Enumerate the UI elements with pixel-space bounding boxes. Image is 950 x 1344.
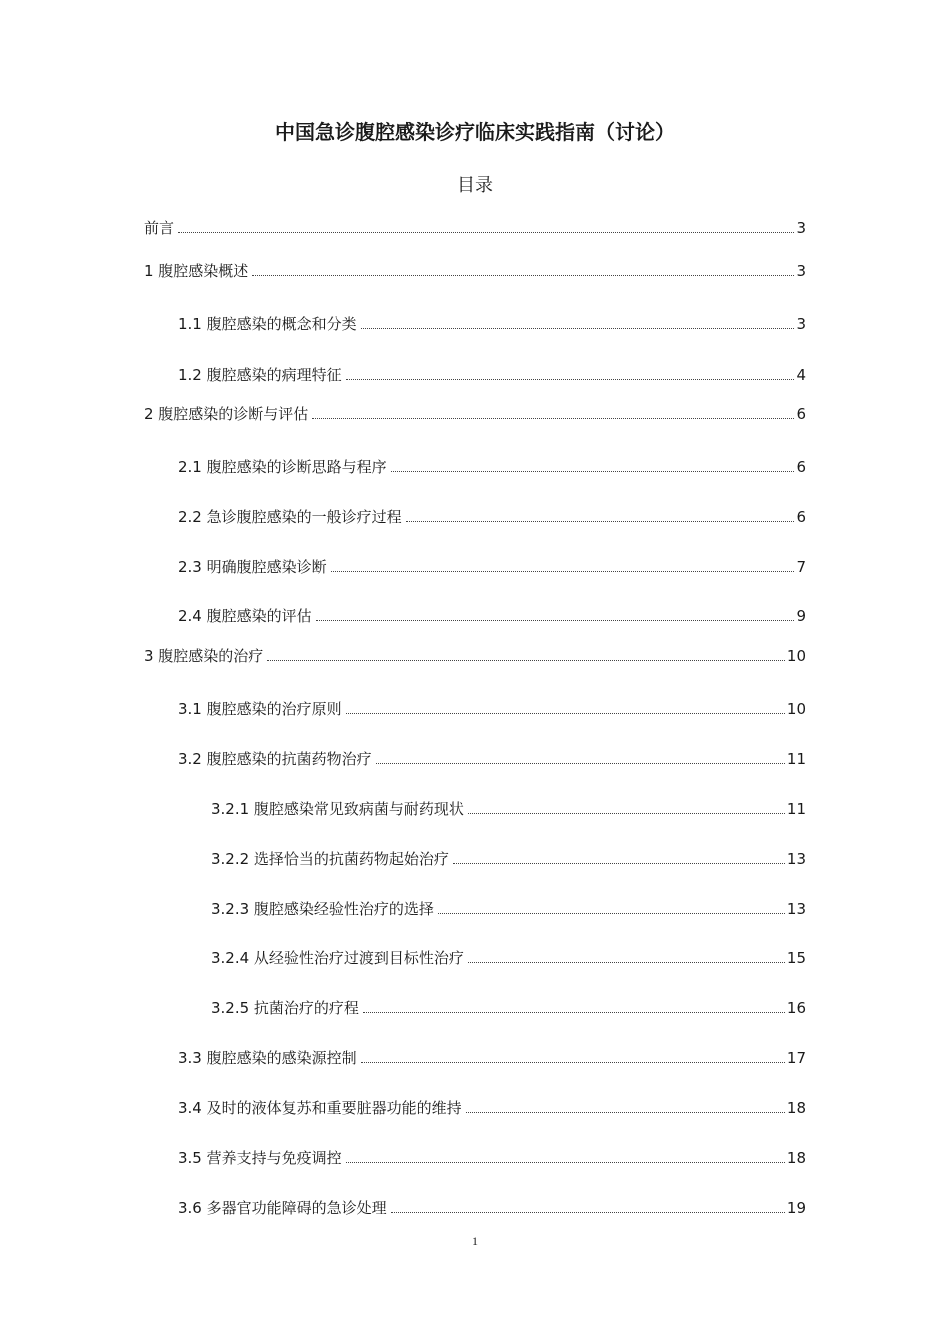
toc-entry-label: 2.2 急诊腹腔感染的一般诊疗过程: [178, 508, 402, 526]
toc-entry-label: 1 腹腔感染概述: [144, 262, 249, 280]
toc-entry-page: 15: [786, 949, 806, 967]
toc-entry-label: 3.2.4 从经验性治疗过渡到目标性治疗: [211, 949, 464, 967]
dot-leader: [468, 813, 785, 814]
toc-entry-page: 6: [796, 508, 806, 526]
toc-entry-label: 3.2 腹腔感染的抗菌药物治疗: [178, 750, 372, 768]
toc-entry[interactable]: [178, 555, 806, 577]
toc-entry-label: 前言: [144, 219, 175, 237]
dot-leader: [346, 713, 785, 714]
dot-leader: [466, 1112, 785, 1113]
toc-entry-label: 3.1 腹腔感染的治疗原则: [178, 700, 342, 718]
toc-entry-label: 2.1 腹腔感染的诊断思路与程序: [178, 458, 387, 476]
toc-entry-page: 17: [786, 1049, 806, 1067]
toc-entry-label: 3.2.1 腹腔感染常见致病菌与耐药现状: [211, 800, 464, 818]
toc-entry-page: 3: [796, 315, 806, 333]
toc-entry-page: 11: [786, 800, 806, 818]
toc-entry[interactable]: [144, 402, 806, 424]
dot-leader: [267, 660, 785, 661]
toc-entry-label: 3.2.3 腹腔感染经验性治疗的选择: [211, 900, 434, 918]
toc-entry-label: 3 腹腔感染的治疗: [144, 647, 264, 665]
toc-entry[interactable]: [178, 455, 806, 477]
toc-entry-label: 3.4 及时的液体复苏和重要脏器功能的维持: [178, 1099, 462, 1117]
toc-entry-page: 4: [796, 366, 806, 384]
toc-entry[interactable]: [178, 505, 806, 527]
dot-leader: [361, 328, 795, 329]
dot-leader: [453, 863, 785, 864]
toc-entry-page: 18: [786, 1099, 806, 1117]
toc-entry-label: 1.2 腹腔感染的病理特征: [178, 366, 342, 384]
toc-entry-label: 3.3 腹腔感染的感染源控制: [178, 1049, 357, 1067]
dot-leader: [316, 620, 795, 621]
toc-heading: 目录: [457, 175, 493, 196]
dot-leader: [178, 232, 794, 233]
dot-leader: [346, 1162, 785, 1163]
toc-entry-page: 9: [796, 607, 806, 625]
dot-leader: [363, 1012, 785, 1013]
toc-entry[interactable]: [144, 216, 806, 238]
toc-entry[interactable]: [211, 996, 806, 1018]
toc-entry-label: 3.5 营养支持与免疫调控: [178, 1149, 342, 1167]
toc-entry[interactable]: [178, 363, 806, 385]
toc-entry[interactable]: [178, 1146, 806, 1168]
toc-entry[interactable]: [178, 312, 806, 334]
toc-entry-page: 18: [786, 1149, 806, 1167]
dot-leader: [438, 913, 785, 914]
toc-entry-page: 11: [786, 750, 806, 768]
dot-leader: [312, 418, 794, 419]
toc-entry-page: 7: [796, 558, 806, 576]
toc-entry-page: 3: [796, 219, 806, 237]
toc-entry[interactable]: [178, 747, 806, 769]
toc-entry[interactable]: [144, 259, 806, 281]
dot-leader: [468, 962, 785, 963]
toc-entry[interactable]: [178, 1096, 806, 1118]
toc-entry-label: 3.2.5 抗菌治疗的疗程: [211, 999, 359, 1017]
toc-entry-page: 6: [796, 405, 806, 423]
toc-entry[interactable]: [211, 797, 806, 819]
page-number: 1: [472, 1234, 478, 1248]
toc-entry[interactable]: [144, 644, 806, 666]
toc-entry-page: 19: [786, 1199, 806, 1217]
toc-entry-page: 6: [796, 458, 806, 476]
toc-entry-page: 3: [796, 262, 806, 280]
toc-entry[interactable]: [211, 897, 806, 919]
toc-entry[interactable]: [178, 604, 806, 626]
dot-leader: [391, 471, 795, 472]
toc-entry-page: 10: [786, 647, 806, 665]
toc-entry[interactable]: [211, 847, 806, 869]
dot-leader: [361, 1062, 785, 1063]
toc-entry-label: 2.4 腹腔感染的评估: [178, 607, 312, 625]
dot-leader: [331, 571, 795, 572]
dot-leader: [406, 521, 795, 522]
dot-leader: [252, 275, 794, 276]
toc-entry-page: 13: [786, 850, 806, 868]
toc-entry[interactable]: [178, 1196, 806, 1218]
dot-leader: [346, 379, 795, 380]
dot-leader: [391, 1212, 785, 1213]
toc-entry-label: 1.1 腹腔感染的概念和分类: [178, 315, 357, 333]
toc-entry[interactable]: [178, 697, 806, 719]
toc-entry-page: 13: [786, 900, 806, 918]
dot-leader: [376, 763, 785, 764]
toc-entry-label: 3.6 多器官功能障碍的急诊处理: [178, 1199, 387, 1217]
toc-entry-page: 16: [786, 999, 806, 1017]
toc-entry-label: 2.3 明确腹腔感染诊断: [178, 558, 327, 576]
toc-entry[interactable]: [178, 1046, 806, 1068]
toc-entry-page: 10: [786, 700, 806, 718]
toc-entry-label: 3.2.2 选择恰当的抗菌药物起始治疗: [211, 850, 449, 868]
document-title: 中国急诊腹腔感染诊疗临床实践指南（讨论）: [275, 120, 675, 144]
toc-entry[interactable]: [211, 946, 806, 968]
toc-entry-label: 2 腹腔感染的诊断与评估: [144, 405, 309, 423]
